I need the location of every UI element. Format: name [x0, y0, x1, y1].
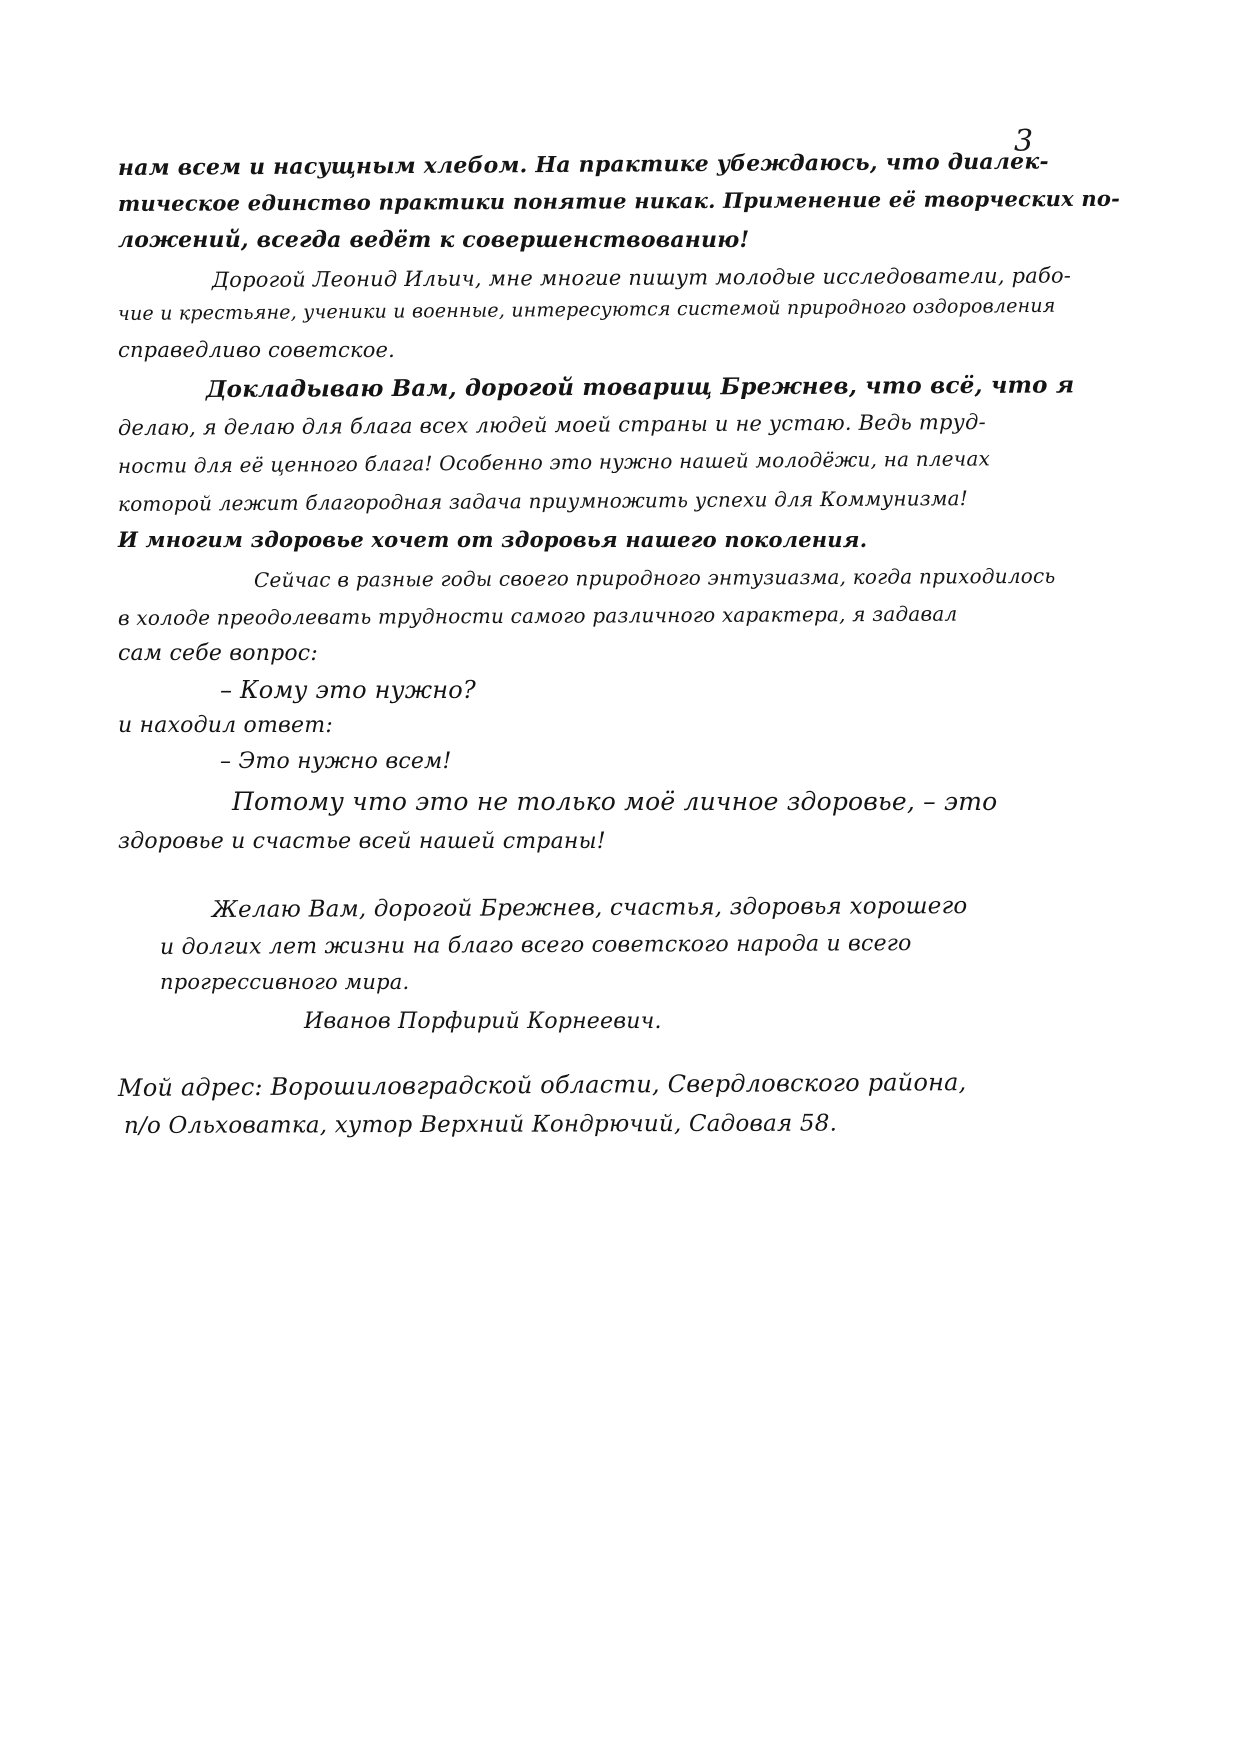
letter-line: чие и крестьяне, ученики и военные, интересуются системой природного оздоровления — [117, 294, 1056, 325]
letter-line: и долгих лет жизни на благо всего советского народа и всего — [159, 931, 912, 960]
letter-line: – Это нужно всем! — [220, 749, 452, 774]
letter-line: и находил ответ: — [118, 713, 333, 738]
letter-line: справедливо советское. — [118, 338, 396, 362]
letter-line: прогрессивного мира. — [160, 970, 410, 994]
address-line: Мой адрес: Ворошиловградской области, Свердловского района, — [117, 1068, 967, 1102]
letter-line: сам себе вопрос: — [118, 641, 318, 666]
letter-line: тическое единство практики понятие никак. Применение её творческих по- — [117, 185, 1121, 216]
signature: Иванов Порфирий Корнеевич. — [304, 1009, 662, 1034]
letter-line: делаю, я делаю для блага всех людей моей страны и не устаю. Ведь труд- — [117, 409, 986, 440]
letter-line: ности для её ценного блага! Особенно это нужно нашей молодёжи, на плечах — [117, 446, 991, 478]
letter-line: Потому что это не только моё личное здоровье, – это — [232, 787, 998, 816]
letter-line: которой лежит благородная задача приумножить успехи для Коммунизма! — [117, 486, 969, 516]
address-line: п/о Ольховатка, хутор Верхний Кондрючий, Садовая 58. — [123, 1110, 838, 1139]
letter-line: здоровье и счастье всей нашей страны! — [118, 829, 606, 854]
letter-line: Докладываю Вам, дорогой товарищ Брежнев, что всё, что я — [205, 371, 1075, 403]
page-number: 3 — [1014, 124, 1034, 159]
letter-line: – Кому это нужно? — [220, 676, 476, 704]
letter-line: Сейчас в разные годы своего природного энтузиазма, когда приходилось — [253, 563, 1056, 592]
letter-line: Дорогой Леонид Ильич, мне многие пишут молодые исследователи, рабо- — [211, 263, 1072, 292]
letter-line: в холоде преодолевать трудности самого различного характера, я задавал — [117, 601, 958, 630]
letter-line: Желаю Вам, дорогой Брежнев, счастья, здоровья хорошего — [211, 893, 968, 923]
letter-line: И многим здоровье хочет от здоровья нашего поколения. — [118, 527, 868, 552]
letter-line: ложений, всегда ведёт к совершенствованию! — [118, 227, 750, 253]
letter-line: нам всем и насущным хлебом. На практике убеждаюсь, что диалек- — [117, 148, 1049, 181]
